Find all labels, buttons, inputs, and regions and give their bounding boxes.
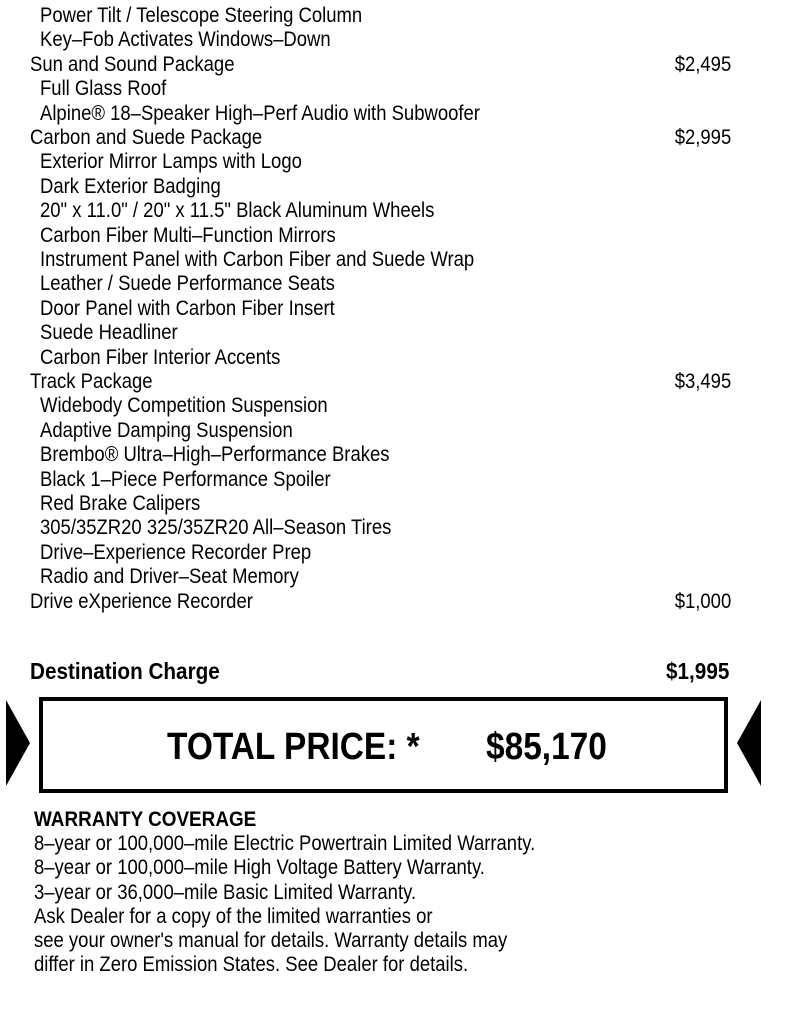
package-feature-row (0, 468, 793, 492)
feature-name: Black 1–Piece Performance Spoiler (40, 467, 331, 491)
package-feature-row (0, 272, 793, 296)
feature-name: Carbon Fiber Interior Accents (40, 345, 281, 369)
package-row (0, 590, 793, 614)
feature-name: Leather / Suede Performance Seats (40, 272, 335, 296)
feature-name: Dark Exterior Badging (40, 174, 221, 198)
package-name: Drive eXperience Recorder (30, 589, 253, 613)
destination-charge-amount: $1,995 (665, 658, 729, 684)
feature-name: Exterior Mirror Lamps with Logo (40, 150, 302, 174)
package-price: $2,995 (674, 126, 731, 149)
feature-name: Red Brake Calipers (40, 492, 201, 515)
package-feature-row (0, 394, 793, 418)
feature-name: Instrument Panel with Carbon Fiber and Suede Wrap (40, 248, 475, 271)
package-price: $3,495 (674, 370, 731, 393)
package-row (0, 126, 793, 150)
package-feature-row (0, 224, 793, 248)
feature-name: 20" x 11.0" / 20" x 11.5" Black Aluminum Wheels (40, 199, 435, 223)
feature-name: Widebody Competition Suspension (40, 394, 328, 418)
feature-name: Power Tilt / Telescope Steering Column (40, 4, 363, 27)
package-name: Track Package (30, 370, 153, 393)
package-feature-row (0, 541, 793, 565)
package-row (0, 370, 793, 394)
feature-name: Alpine® 18–Speaker High–Perf Audio with Subwoofer (40, 101, 480, 125)
package-feature-row (0, 248, 793, 272)
warranty-heading: WARRANTY COVERAGE (34, 808, 257, 831)
destination-charge-row (0, 656, 793, 686)
package-name: Sun and Sound Package (30, 52, 235, 76)
feature-name: Drive–Experience Recorder Prep (40, 540, 312, 564)
feature-name: Door Panel with Carbon Fiber Insert (40, 296, 335, 320)
warranty-line: 3–year or 36,000–mile Basic Limited Warranty. (34, 880, 417, 904)
package-feature-row (0, 443, 793, 467)
package-feature-row (0, 297, 793, 321)
package-price: $2,495 (674, 52, 731, 76)
total-price-label: TOTAL PRICE: * (167, 726, 420, 768)
feature-name: 305/35ZR20 325/35ZR20 All–Season Tires (40, 516, 392, 540)
warranty-lines (34, 832, 774, 978)
package-feature-row (0, 4, 793, 28)
feature-name: Carbon Fiber Multi–Function Mirrors (40, 223, 336, 247)
package-feature-row (0, 199, 793, 223)
feature-name: Brembo® Ultra–High–Performance Brakes (40, 443, 390, 467)
warranty-line: Ask Dealer for a copy of the limited warranties or (34, 904, 433, 928)
destination-charge-label: Destination Charge (30, 658, 220, 684)
feature-name: Adaptive Damping Suspension (40, 418, 293, 442)
feature-name: Suede Headliner (40, 321, 178, 345)
package-name: Carbon and Suede Package (30, 126, 263, 149)
package-feature-row (0, 77, 793, 101)
package-feature-row (0, 346, 793, 370)
package-feature-row (0, 175, 793, 199)
package-feature-row (0, 516, 793, 540)
warranty-line: 8–year or 100,000–mile High Voltage Battery Warranty. (34, 856, 485, 880)
package-feature-row (0, 28, 793, 52)
feature-name: Radio and Driver–Seat Memory (40, 565, 299, 589)
package-feature-row (0, 150, 793, 174)
total-price-value: $85,170 (486, 726, 607, 768)
feature-name: Full Glass Roof (40, 77, 167, 101)
package-feature-row (0, 102, 793, 126)
warranty-line: differ in Zero Emission States. See Dealer for details. (34, 953, 469, 977)
package-row (0, 53, 793, 77)
feature-name: Key–Fob Activates Windows–Down (40, 28, 331, 52)
package-feature-row (0, 321, 793, 345)
package-price: $1,000 (674, 589, 731, 613)
warranty-line: 8–year or 100,000–mile Electric Powertrain Limited Warranty. (34, 832, 536, 855)
package-feature-row (0, 565, 793, 589)
total-price-box (39, 697, 728, 793)
warranty-coverage-section (34, 808, 774, 978)
triangle-right-icon (6, 700, 30, 786)
warranty-line: see your owner's manual for details. Warranty details may (34, 929, 508, 953)
package-feature-row (0, 419, 793, 443)
triangle-left-icon (737, 700, 761, 786)
package-feature-row (0, 492, 793, 516)
